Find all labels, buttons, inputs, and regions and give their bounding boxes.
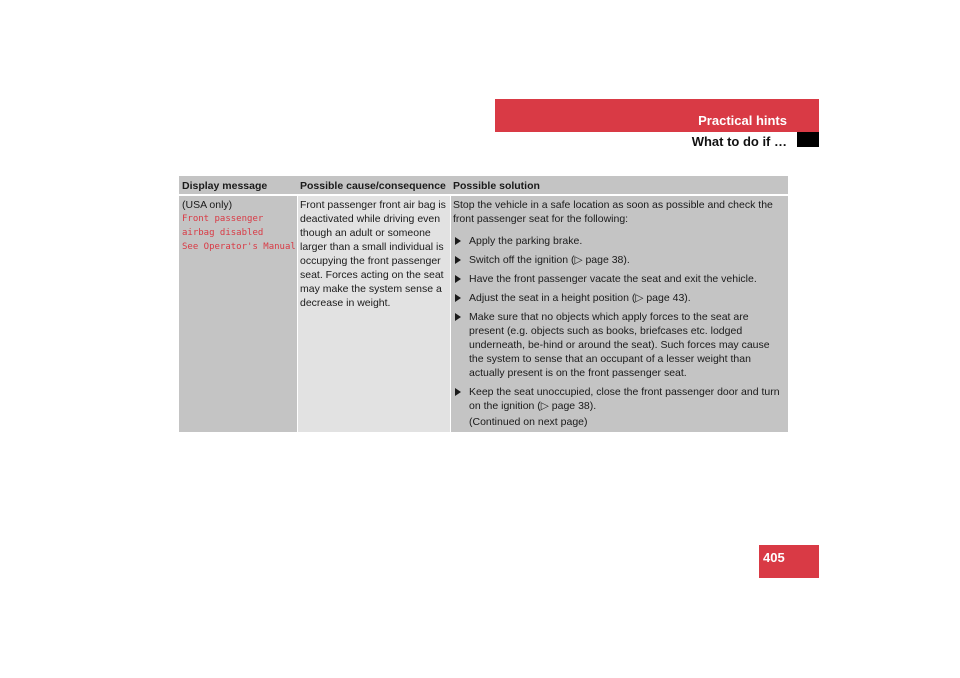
continued-note: (Continued on next page) — [469, 416, 588, 428]
display-message-content — [182, 198, 297, 254]
section-title: Practical hints — [698, 113, 787, 128]
list-item: Have the front passenger vacate the seat and exit the vehicle. — [453, 272, 786, 286]
display-message-line: Front passenger — [182, 214, 264, 224]
arrow-icon — [455, 294, 461, 302]
list-item: Adjust the seat in a height position (▷ page 43). — [453, 291, 786, 305]
region-note: (USA only) — [182, 199, 233, 211]
list-item: Make sure that no objects which apply forces to the seat are present (e.g. objects such as books, briefcases etc. lodged underneath, be-hind or around the seat). Such forces may cause the system to sense that an occupant of a lesser weight than actually present is on the front passenger seat. — [453, 310, 786, 380]
column-header-solution: Possible solution — [453, 180, 540, 192]
arrow-icon — [455, 275, 461, 283]
list-item: Keep the seat unoccupied, close the front passenger door and turn on the ignition (▷ page 38). — [453, 385, 786, 413]
thumb-tab — [797, 132, 819, 147]
arrow-icon — [455, 237, 461, 245]
list-item: Apply the parking brake. — [453, 234, 786, 248]
solution-intro: Stop the vehicle in a safe location as soon as possible and check the front passenger seat for the following: — [453, 199, 773, 225]
section-header — [495, 99, 819, 132]
cause-text: Front passenger front air bag is deactivated while driving even though an adult or someone larger than a small individual is occupying the front passenger seat. Forces acting on the seat may make the system sense a decrease in weight. — [300, 199, 446, 309]
arrow-icon — [455, 256, 461, 264]
page-subtitle: What to do if … — [691, 134, 787, 149]
page-number: 405 — [759, 545, 819, 578]
display-message-line: airbag disabled — [182, 228, 264, 238]
table-header — [179, 176, 788, 194]
arrow-icon — [455, 388, 461, 396]
list-item: Switch off the ignition (▷ page 38). — [453, 253, 786, 267]
solution-steps — [453, 234, 786, 418]
column-header-cause: Possible cause/consequence — [300, 180, 446, 192]
arrow-icon — [455, 313, 461, 321]
column-header-display-message: Display message — [182, 180, 268, 192]
display-message-line: See Operator's Manual — [182, 242, 296, 252]
display-message-table — [179, 176, 788, 432]
